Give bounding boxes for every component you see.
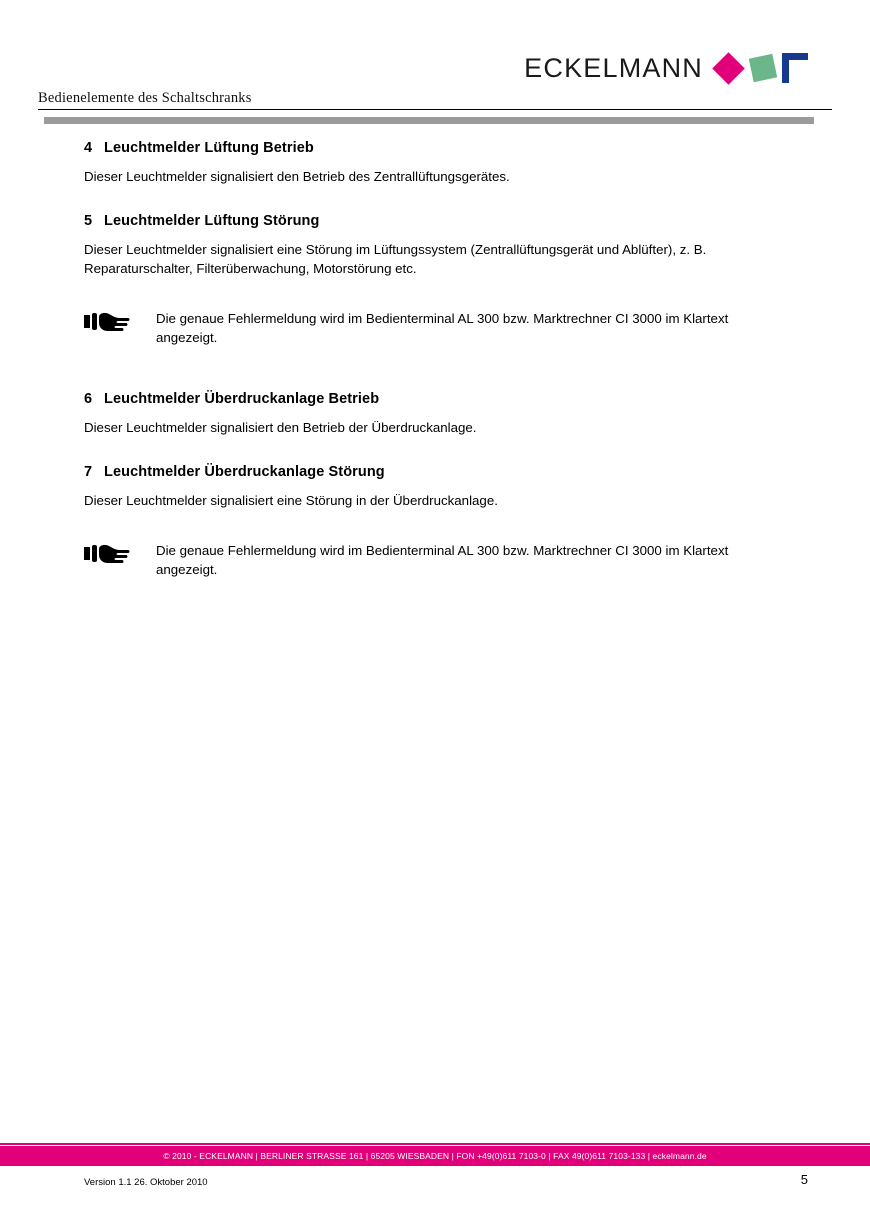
section-heading-5 — [84, 213, 784, 229]
breadcrumb: Bedienelemente des Schaltschranks — [38, 90, 252, 106]
company-logo — [524, 52, 808, 84]
footer-version: Version 1.1 26. Oktober 2010 — [84, 1177, 208, 1188]
note-text-2: Die genaue Fehlermeldung wird im Bedienterminal AL 300 bzw. Marktrechner CI 3000 im Klartext angezeigt. — [156, 542, 729, 578]
page-number: 5 — [800, 1172, 808, 1187]
section-title-6: Leuchtmelder Überdruckanlage Betrieb — [104, 391, 380, 408]
section-body-4: Dieser Leuchtmelder signalisiert den Betrieb des Zentrallüftungsgerätes. — [84, 169, 510, 184]
section-number-7: 7 — [84, 464, 93, 481]
section-heading-7 — [84, 464, 784, 480]
document-content — [84, 140, 784, 579]
pointing-hand-icon — [84, 309, 156, 338]
section-title-5: Leuchtmelder Lüftung Störung — [104, 212, 320, 229]
section-heading-6 — [84, 391, 784, 407]
logo-marks — [712, 52, 808, 84]
section-body-6: Dieser Leuchtmelder signalisiert den Betrieb der Überdruckanlage. — [84, 420, 477, 436]
pointing-hand-icon — [84, 541, 156, 570]
logo-green-square-icon — [748, 52, 778, 84]
section-heading-4 — [84, 140, 784, 156]
logo-blue-corner-icon — [782, 53, 808, 83]
header-accent-bar — [44, 117, 814, 124]
section-number-4: 4 — [84, 140, 93, 156]
section-number-5: 5 — [84, 212, 93, 229]
logo-diamond-icon — [712, 52, 744, 84]
note-text-1: Die genaue Fehlermeldung wird im Bedienterminal AL 300 bzw. Marktrechner CI 3000 im Klartext angezeigt. — [156, 310, 729, 345]
section-title-4: Leuchtmelder Lüftung Betrieb — [104, 140, 314, 156]
section-number-6: 6 — [84, 391, 93, 408]
footer-copyright: © 2010 - ECKELMANN | BERLINER STRASSE 161 | 65205 WIESBADEN | FON +49(0)611 7103-0 | FAX 49(0)611 7103-133 | eckelmann.de — [0, 1146, 870, 1166]
note-block-2 — [84, 541, 784, 580]
footer-accent-line — [0, 1143, 870, 1145]
logo-wordmark: ECKELMANN — [524, 52, 703, 83]
section-title-7: Leuchtmelder Überdruckanlage Störung — [104, 464, 385, 481]
section-body-5: Dieser Leuchtmelder signalisiert eine Störung im Lüftungssystem (Zentrallüftungsgerät und Ablüfter), z. B. Reparaturschalter, Filterüberwachung, Motorstörung etc. — [84, 241, 707, 276]
note-block-1 — [84, 309, 784, 348]
header-divider — [38, 109, 832, 110]
section-body-7: Dieser Leuchtmelder signalisiert eine Störung in der Überdruckanlage. — [84, 493, 498, 509]
